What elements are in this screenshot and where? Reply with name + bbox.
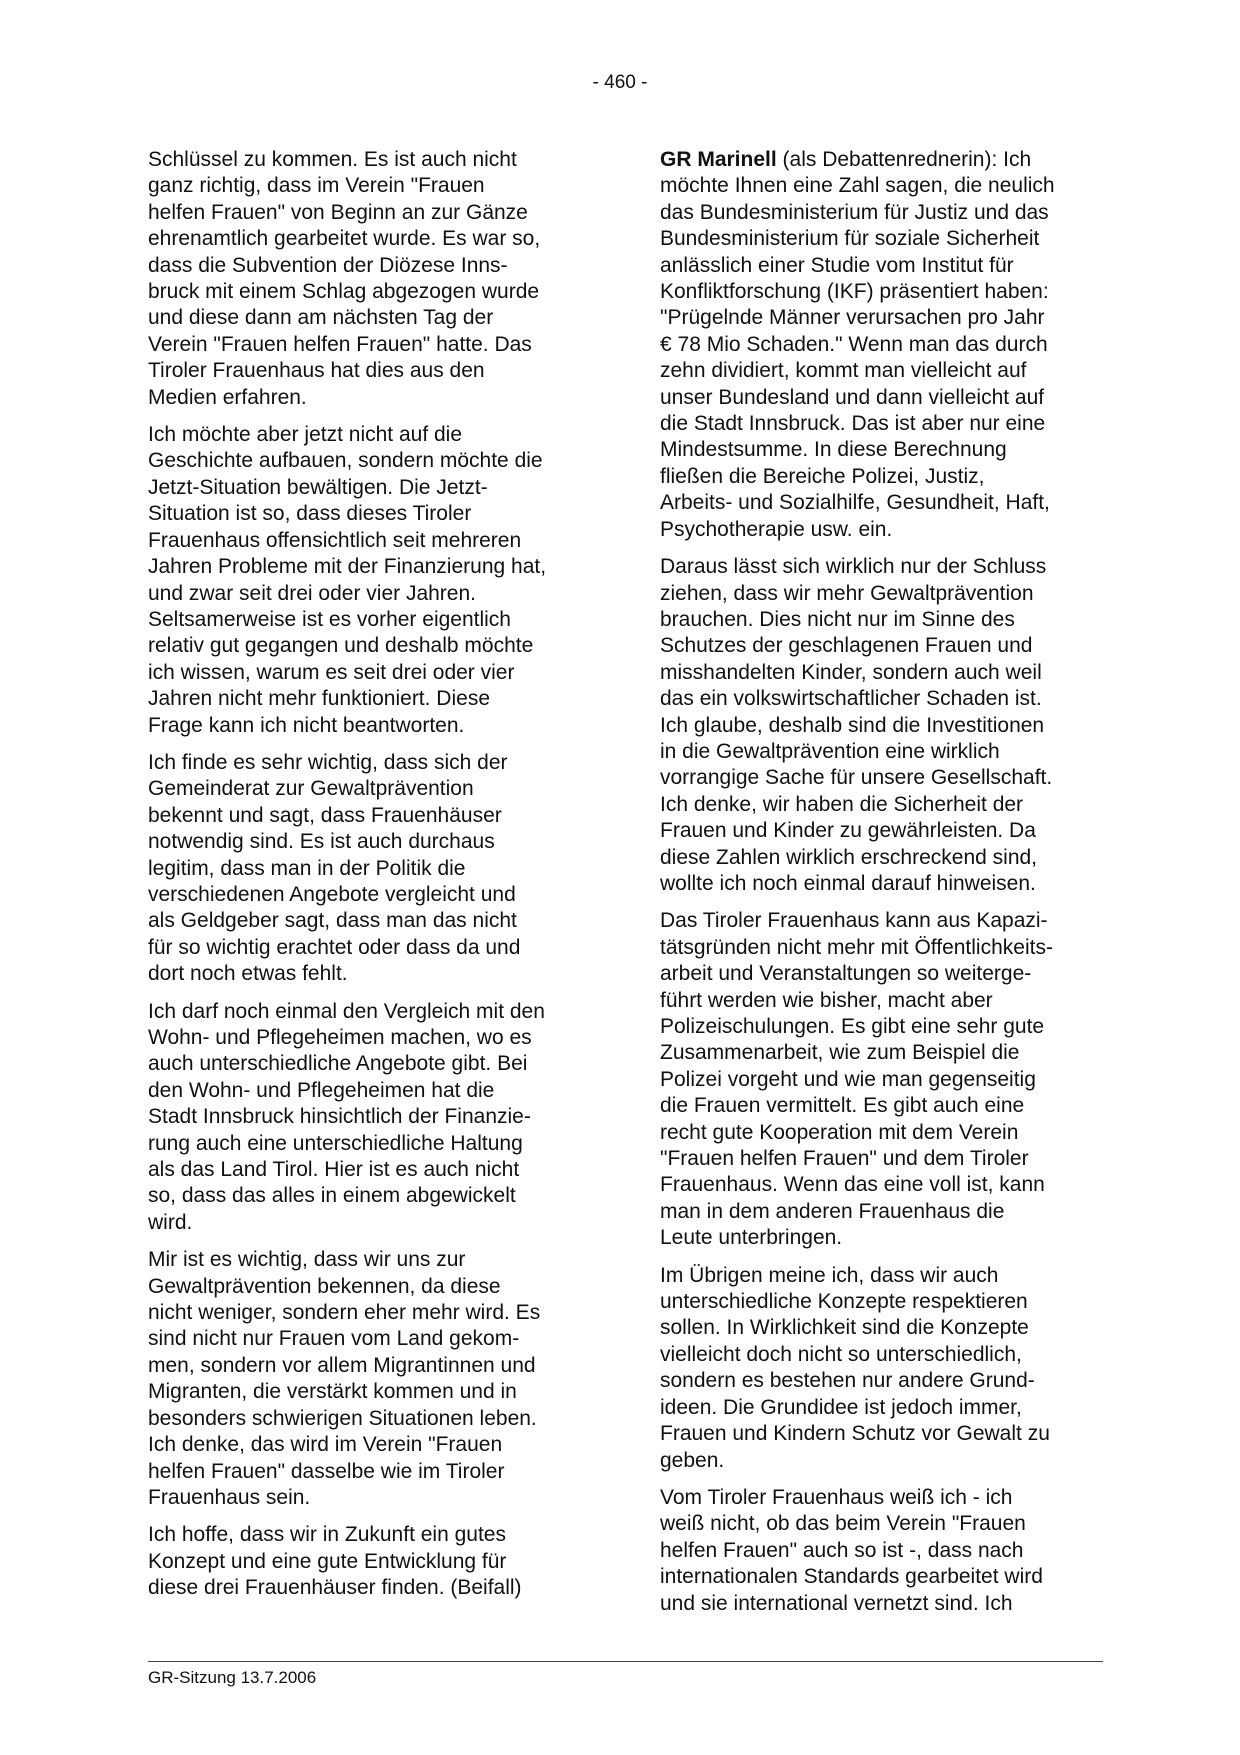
text-line: sollen. In Wirklichkeit sind die Konzepte (660, 1316, 1029, 1340)
paragraph (148, 422, 588, 739)
paragraph (148, 750, 588, 988)
text-line: bruck mit einem Schlag abgezogen wurde (148, 280, 540, 304)
text-line: Konfliktforschung (IKF) präsentiert haben: (660, 280, 1049, 304)
text-line: helfen Frauen" von Beginn an zur Gänze (148, 200, 528, 224)
speaker-name: GR Marinell (660, 148, 777, 171)
text-line: Frauenhaus sein. (148, 1485, 311, 1509)
text-line: Schutzes der geschlagenen Frauen und (660, 634, 1033, 658)
text-line: Ich hoffe, dass wir in Zukunft ein gutes (148, 1523, 506, 1547)
text-line: Gemeinderat zur Gewaltprävention (148, 777, 474, 801)
text-line: Wohn- und Pflegeheimen machen, wo es (148, 1026, 532, 1049)
text-line: fließen die Bereiche Polizei, Justiz, (660, 464, 985, 488)
text-line: Das Tiroler Frauenhaus kann aus Kapazi- (660, 909, 1048, 933)
text-line: verschiedenen Angebote vergleicht und (148, 882, 516, 906)
left-column (148, 147, 588, 1613)
text-line: dort noch etwas fehlt. (148, 962, 348, 986)
text-line: diese drei Frauenhäuser finden. (Beifall) (148, 1576, 522, 1600)
text-line: Stadt Innsbruck hinsichtlich der Finanzie- (148, 1105, 531, 1129)
text-line: relativ gut gegangen und deshalb möchte (148, 634, 534, 658)
text-line: legitim, dass man in der Politik die (148, 856, 466, 880)
text-line: internationalen Standards gearbeitet wird (660, 1565, 1043, 1589)
text-line: Seltsamerweise ist es vorher eigentlich (148, 607, 511, 631)
text-line: als das Land Tirol. Hier ist es auch nicht (148, 1158, 520, 1182)
text-line: Ich darf noch einmal den Vergleich mit den (148, 999, 545, 1023)
paragraph (660, 1485, 1100, 1617)
text-line: führt werden wie bisher, macht aber (660, 988, 993, 1012)
text-line: den Wohn- und Pflegeheimen hat die (148, 1078, 495, 1102)
text-line: Psychotherapie usw. ein. (660, 517, 893, 541)
paragraph (660, 554, 1100, 897)
text-line: men, sondern vor allem Migrantinnen und (148, 1353, 536, 1377)
text-line: wollte ich noch einmal darauf hinweisen. (660, 871, 1036, 895)
text-line: nicht weniger, sondern eher mehr wird. Es (148, 1301, 541, 1325)
text-line: Medien erfahren. (148, 385, 307, 409)
paragraph (660, 147, 1100, 543)
text-line: besonders schwierigen Situationen leben. (148, 1406, 537, 1430)
text-line: Ich denke, das wird im Verein "Frauen (148, 1433, 503, 1457)
text-line: unser Bundesland und dann vielleicht auf (660, 385, 1045, 409)
text-line: Ich glaube, deshalb sind die Investitionen (660, 713, 1045, 737)
text-line: bekennt und sagt, dass Frauenhäuser (148, 803, 502, 827)
text-line: Polizeischulungen. Es gibt eine sehr gute (660, 1015, 1045, 1038)
text-line: man in dem anderen Frauenhaus die (660, 1199, 1005, 1223)
paragraph (148, 1247, 588, 1511)
text-line: das ein volkswirtschaftlicher Schaden ist. (660, 687, 1042, 711)
text-line: Tiroler Frauenhaus hat dies aus den (148, 359, 485, 383)
text-line: Frauen und Kindern Schutz vor Gewalt zu (660, 1422, 1050, 1446)
footer-session-date: GR-Sitzung 13.7.2006 (148, 1668, 317, 1687)
footer-divider (148, 1661, 1103, 1662)
paragraph (148, 1522, 588, 1601)
text-line: Arbeits- und Sozialhilfe, Gesundheit, Haft, (660, 491, 1050, 515)
text-line: vorrangige Sache für unsere Gesellschaft. (660, 766, 1053, 790)
text-line (660, 147, 1100, 173)
text-line: vielleicht doch nicht so unterschiedlich, (660, 1342, 1022, 1366)
text-line: Situation ist so, dass dieses Tiroler (148, 502, 472, 526)
text-line: die Stadt Innsbruck. Das ist aber nur eine (660, 412, 1046, 436)
text-line: misshandelten Kinder, sondern auch weil (660, 660, 1042, 684)
paragraph (660, 1263, 1100, 1474)
text-line: helfen Frauen" dasselbe wie im Tiroler (148, 1459, 505, 1483)
text-line: Frauenhaus. Wenn das eine voll ist, kann (660, 1173, 1045, 1197)
text-line: so, dass das alles in einem abgewickelt (148, 1184, 516, 1208)
text-line: ziehen, dass wir mehr Gewaltprävention (660, 581, 1034, 605)
text-line: recht gute Kooperation mit dem Verein (660, 1120, 1019, 1144)
text-line: helfen Frauen" auch so ist -, dass nach (660, 1538, 1024, 1562)
text-line: Bundesministerium für soziale Sicherheit (660, 227, 1040, 251)
text-line: Frauen und Kinder zu gewährleisten. Da (660, 819, 1036, 843)
text-line: Zusammenarbeit, wie zum Beispiel die (660, 1041, 1020, 1065)
text-line: Im Übrigen meine ich, dass wir auch (660, 1263, 999, 1287)
text-line: und sie international vernetzt sind. Ich (660, 1591, 1013, 1615)
text-line: Mindestsumme. In diese Berechnung (660, 438, 1007, 462)
text-line: weiß nicht, ob das beim Verein "Frauen (660, 1512, 1026, 1536)
text-line: "Frauen helfen Frauen" und dem Tiroler (660, 1147, 1029, 1171)
text-line: Polizei vorgeht und wie man gegenseitig (660, 1067, 1036, 1091)
text-line: als Geldgeber sagt, dass man das nicht (148, 909, 517, 933)
text-line: Jetzt-Situation bewältigen. Die Jetzt- (148, 475, 488, 499)
text-line: tätsgründen nicht mehr mit Öffentlichkeits- (660, 935, 1053, 959)
text-line: und diese dann am nächsten Tag der (148, 306, 494, 330)
right-column (660, 147, 1100, 1628)
paragraph (660, 908, 1100, 1251)
text-line: ich wissen, warum es seit drei oder vier (148, 660, 515, 684)
text-line: Jahren nicht mehr funktioniert. Diese (148, 687, 490, 711)
text-line: dass die Subvention der Diözese Inns- (148, 253, 508, 277)
text-line: "Prügelnde Männer verursachen pro Jahr (660, 306, 1045, 330)
speaker-role: (als Debattenrednerin): Ich (776, 148, 1032, 171)
text-line: Jahren Probleme mit der Finanzierung hat, (148, 555, 547, 579)
text-line: wird. (148, 1210, 193, 1234)
text-line: Migranten, die verstärkt kommen und in (148, 1380, 517, 1404)
text-line: Verein "Frauen helfen Frauen" hatte. Das (148, 332, 532, 356)
text-line: unterschiedliche Konzepte respektieren (660, 1290, 1028, 1314)
text-line: ehrenamtlich gearbeitet wurde. Es war so, (148, 227, 541, 251)
text-line: und zwar seit drei oder vier Jahren. (148, 581, 476, 605)
text-line: Mir ist es wichtig, dass wir uns zur (148, 1248, 466, 1272)
text-line: Daraus lässt sich wirklich nur der Schluss (660, 555, 1047, 579)
text-line: Ich möchte aber jetzt nicht auf die (148, 423, 463, 447)
paragraph (148, 999, 588, 1237)
text-line: notwendig sind. Es ist auch durchaus (148, 830, 495, 854)
text-line: das Bundesministerium für Justiz und das (660, 200, 1049, 224)
text-line: ganz richtig, dass im Verein "Frauen (148, 174, 485, 198)
text-line: in die Gewaltprävention eine wirklich (660, 739, 1000, 763)
text-line: möchte Ihnen eine Zahl sagen, die neulich (660, 174, 1055, 198)
text-line: Geschichte aufbauen, sondern möchte die (148, 449, 543, 473)
text-line: Schlüssel zu kommen. Es ist auch nicht (148, 148, 517, 171)
text-line: sind nicht nur Frauen vom Land gekom- (148, 1327, 520, 1351)
text-line: rung auch eine unterschiedliche Haltung (148, 1131, 523, 1155)
text-line: auch unterschiedliche Angebote gibt. Bei (148, 1052, 528, 1076)
text-line: € 78 Mio Schaden." Wenn man das durch (660, 332, 1048, 356)
text-line: diese Zahlen wirklich erschreckend sind, (660, 845, 1038, 869)
text-line: Frauenhaus offensichtlich seit mehreren (148, 528, 522, 552)
text-line: ideen. Die Grundidee ist jedoch immer, (660, 1395, 1022, 1419)
paragraph (148, 147, 588, 411)
text-line: zehn dividiert, kommt man vielleicht auf (660, 359, 1027, 383)
text-line: die Frauen vermittelt. Es gibt auch eine (660, 1094, 1025, 1118)
text-line: für so wichtig erachtet oder dass da und (148, 935, 521, 959)
page-number: - 460 - (592, 72, 648, 93)
text-line: Gewaltprävention bekennen, da diese (148, 1274, 501, 1298)
text-line: sondern es bestehen nur andere Grund- (660, 1369, 1035, 1393)
text-line: Ich finde es sehr wichtig, dass sich der (148, 750, 508, 774)
text-line: geben. (660, 1448, 725, 1472)
text-line: Leute unterbringen. (660, 1226, 843, 1250)
text-line: arbeit und Veranstaltungen so weiterge- (660, 962, 1032, 986)
text-line: Ich denke, wir haben die Sicherheit der (660, 792, 1024, 816)
text-line: brauchen. Dies nicht nur im Sinne des (660, 607, 1015, 631)
text-line: Konzept und eine gute Entwicklung für (148, 1549, 507, 1573)
text-line: Vom Tiroler Frauenhaus weiß ich - ich (660, 1485, 1013, 1509)
text-line: anlässlich einer Studie vom Institut für (660, 253, 1014, 277)
text-line: Frage kann ich nicht beantworten. (148, 713, 465, 737)
